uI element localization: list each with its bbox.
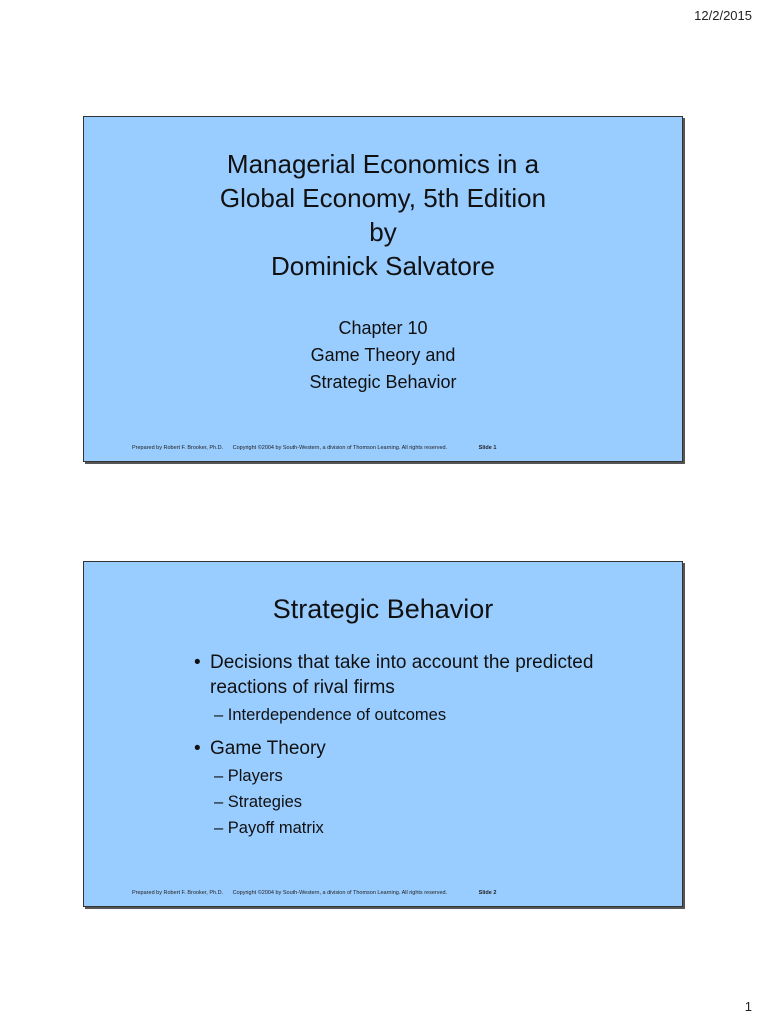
slide-2 <box>83 561 683 907</box>
bullet-text: • Decisions that take into account the predicted reactions of rival firms <box>210 652 594 698</box>
slide-2-title: Strategic Behavior <box>272 594 494 624</box>
title-line: Dominick Salvatore <box>271 251 495 281</box>
chapter-subtitle-line: Strategic Behavior <box>309 372 457 392</box>
chapter-number: Chapter 10 <box>338 318 428 338</box>
footer-copyright: Copyright ©2004 by South-Western, a division of Thomson Learning. All rights reserved. <box>232 445 448 451</box>
title-line: by <box>369 217 397 247</box>
bullet-list <box>194 650 634 841</box>
slide-1 <box>83 116 683 462</box>
title-line: Managerial Economics in a <box>226 149 540 179</box>
page-date: 12/2/2015 <box>694 8 752 23</box>
footer-prepared-by: Prepared by Robert F. Brooker, Ph.D. <box>132 445 224 451</box>
sub-bullet-item: – Interdependence of outcomes <box>214 706 447 724</box>
bullet-item <box>194 650 634 728</box>
sub-bullet-item: – Payoff matrix <box>214 819 324 837</box>
footer-slide-label: Slide 1 <box>478 445 497 451</box>
bullet-item <box>194 736 634 841</box>
page-number: 1 <box>744 999 752 1014</box>
sub-bullet-item: – Players <box>214 767 283 785</box>
chapter-subtitle-line: Game Theory and <box>310 345 456 365</box>
sub-bullet-item: – Strategies <box>214 793 303 811</box>
bullet-text: • Game Theory <box>210 738 326 759</box>
footer-prepared-by: Prepared by Robert F. Brooker, Ph.D. <box>132 890 224 896</box>
footer-slide-label: Slide 2 <box>478 890 497 896</box>
slide-footer <box>132 445 504 451</box>
slide-footer <box>132 890 504 896</box>
title-line: Global Economy, 5th Edition <box>219 183 547 213</box>
sub-bullet-list <box>210 763 634 841</box>
sub-bullet-list <box>210 702 634 728</box>
footer-copyright: Copyright ©2004 by South-Western, a division of Thomson Learning. All rights reserved. <box>232 890 448 896</box>
chapter-block <box>84 315 682 396</box>
slide-1-title <box>84 147 682 283</box>
